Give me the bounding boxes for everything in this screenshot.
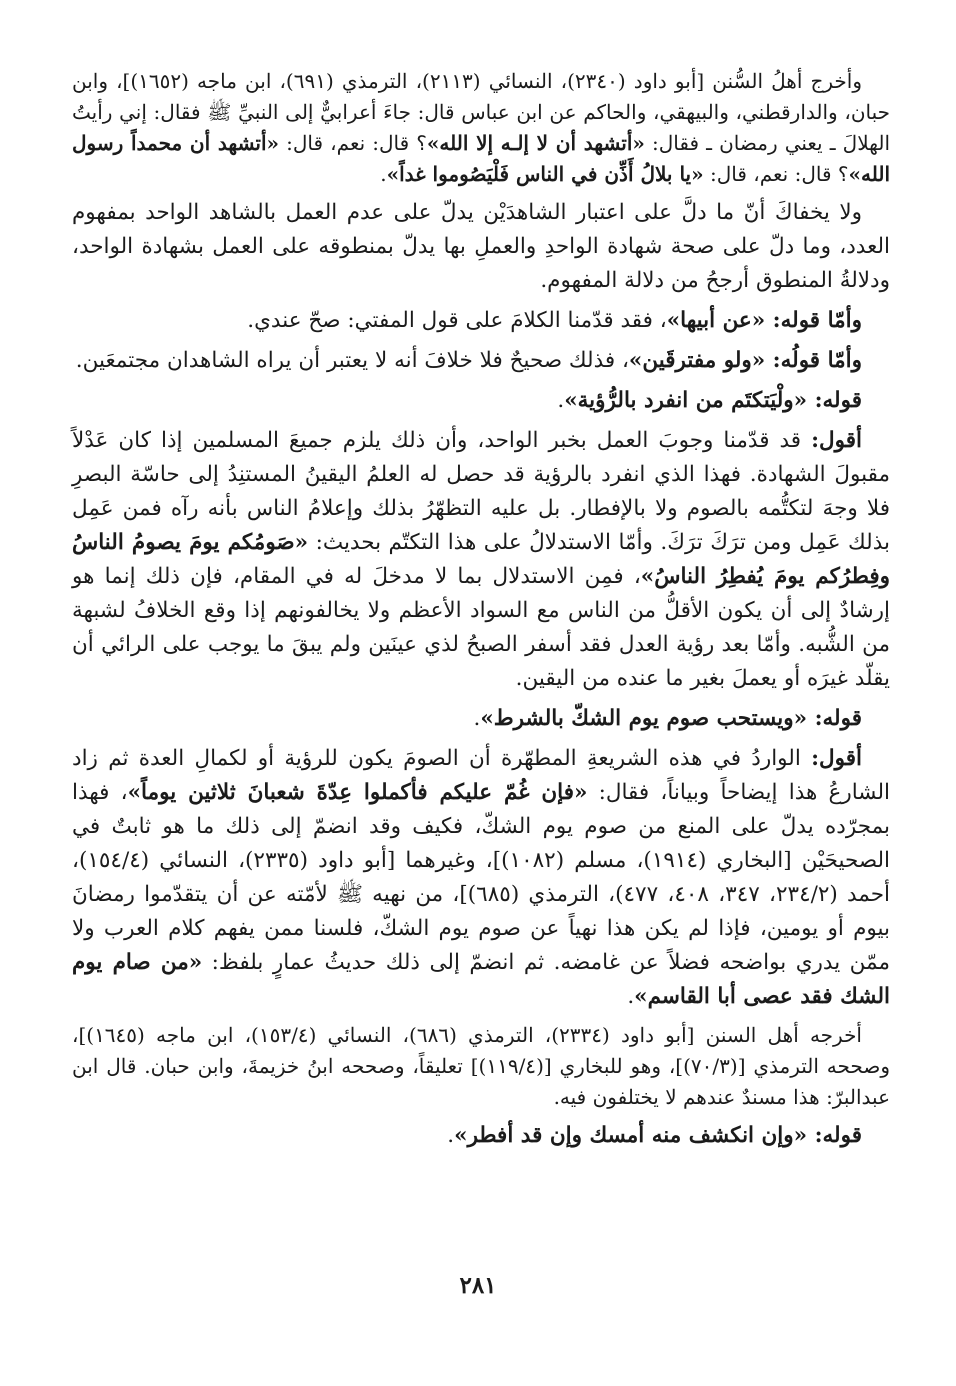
bold-quote: «من صام يوم الشك فقد عصى أبا القاسم» xyxy=(72,950,890,1009)
paragraph-two-witnesses xyxy=(72,196,890,298)
text-run: . xyxy=(557,388,565,413)
bold-heading: قوله: «وإن انكشف منه أمسك وإن قد أفطر» xyxy=(454,1123,862,1148)
paragraph-takhrij xyxy=(72,1020,890,1113)
text-run: ؟ قال: نعم، قال: xyxy=(279,131,427,155)
text-run: . xyxy=(627,984,635,1009)
paragraph-hadith-ibn-abbas xyxy=(72,66,890,190)
text-run: ؟ قال: نعم، قال: xyxy=(703,162,849,186)
text-run: أخرجه أهل السنن [أبو داود (٢٣٣٤)، الترمذي (٦٨٦)، النسائي (١٥٣/٤)، ابن ماجه (١٦٤٥)]، وصححه الترمذي [(٧٠/٣)]، وهو للبخاري [(١١٩/٤)] تعليقاً، وصححه ابنُ خزيمةَ، وابن حبان. قال ابن عبدالبرّ: هذا مسندٌ عندهم لا يختلفون فيه. xyxy=(72,1023,890,1109)
text-run: ، فمِن الاستدلال بما لا مدخلَ له في المقام، فإن ذلك إنما هو إرشادٌ إلى أن يكون الأقلُّ من الناس مع السواد الأعظم ولا يخالفونهم إذا وقع الخلافُ لشبهة من الشُّبه. وأمّا بعد رؤية العدل فقد أسفر الصبحُ لذي عينَين ولم يبقَ ما يوجب على الرائي أن يقلّد غيرَه أو يعملَ بغير ما عنده من اليقين. xyxy=(72,564,890,691)
paragraph-day-of-doubt-answer xyxy=(72,742,890,1014)
bold-quote: «صَومُكم يومَ يصومُ الناسُ وفِطرُكم يومَ يُفطِرُ الناسُ» xyxy=(72,530,890,589)
paragraph-an-abiha xyxy=(72,304,890,338)
heading-inkashaf xyxy=(72,1119,890,1153)
text-run: . xyxy=(447,1123,455,1148)
text-run: ، فهذا بمجرّده يدلّ على المنع من صوم يوم الشكّ، فكيف وقد انضمّ إلى ذلك ما هو ثابتٌ في الصحيحَيْن [البخاري (١٩١٤)، مسلم (١٠٨٢)]، وغيرهما [أبو داود (٢٣٣٥)، النسائي (١٥٤/٤)، أحمد (٢٣٤/٢، ٣٤٧، ٤٠٨، ٤٧٧)، الترمذي (٦٨٥)]، من نهيه ﷺ لأمّته عن أن يتقدّموا رمضانَ بيوم أو يومين، فإذا لم يكن هذا نهياً عن صوم يوم الشكّ، فلسنا ممن يفهم كلام العرب ولا ممّن يدري بواضحه فضلاً عن غامضه. ثم انضمّ إلى ذلك حديثُ عمارٍ بلفظ: xyxy=(72,780,890,975)
bold-label: أقول: xyxy=(811,746,862,771)
bold-quote: «فإن غُمّ عليكم فأكملوا عِدّةَ شعبانَ ثلاثين يوماً» xyxy=(127,780,588,805)
heading-concealment xyxy=(72,384,890,418)
paragraph-concealment-answer xyxy=(72,424,890,696)
text-run: . xyxy=(380,162,387,186)
text-run: وأخرج أهلُ السُّنن [أبو داود (٢٣٤٠)، النسائي (٢١١٣)، الترمذي (٦٩١)، ابن ماجه (١٦٥٢)]، وابن حبان، والدارقطني، والبيهقي، والحاكم عن ابن عباس قال: جاءَ أعرابيٌّ إلى النبيِّ ﷺ فقال: إني رأيتُ الهلالَ ـ يعني رمضان ـ فقال: xyxy=(72,69,891,155)
text-run: ، فقد قدّمنا الكلامَ على قول المفتي: صحّ عندي. xyxy=(247,308,667,333)
text-run: قد قدّمنا وجوبَ العمل بخبر الواحد، وأن ذلك يلزم جميعَ المسلمين إذا كان عَدْلاً مقبولَ الشهادة. فهذا الذي انفرد بالرؤية قد حصل له العلمُ اليقينُ المستنِدُ إلى حاسّة البصرِ فلا وجهَ لتكتُّمه بالصوم ولا بالإفطار. بل عليه التظهّرُ بذلك وإعلامُ الناس بأنه رآه فمن عَمِل بذلك عَمِل ومن ترَكَ ترَكَ. وأمّا الاستدلالُ على هذا التكتّم بحديث: xyxy=(72,428,890,555)
heading-day-of-doubt xyxy=(72,702,890,736)
bold-heading: قوله: «ولْيَتكتَم من انفرد بالرُّؤية» xyxy=(564,388,862,413)
text-run: الواردُ في هذه الشريعةِ المطهّرة أن الصومَ يكون للرؤية أو لكمالِ العدة ثم زاد الشارعُ هذا إيضاحاً وبياناً، فقال: xyxy=(72,746,890,805)
text-run: . xyxy=(473,706,481,731)
bold-heading: وأمّا قوله: «عن أبيها» xyxy=(666,308,862,333)
bold-quote: «يا بلالُ أَذِّن في الناس فَلْيَصُوموا غداً» xyxy=(386,162,704,186)
bold-quote: «أتشهد أن محمداً رسول الله» xyxy=(72,131,890,186)
text-run: ولا يخفاكَ أنّ ما دلَّ على اعتبار الشاهدَيْن يدلّ على عدم العمل بالشاهد الواحد بمفهوم العدد، وما دلّ على صحة شهادة الواحدِ والعملِ بها يدلّ بمنطوقه على العمل بشهادة الواحد، ودلالةُ المنطوق أرجحُ من دلالة المفهوم. xyxy=(72,200,890,293)
bold-quote: «أتشهد أن لا إلـه إلا الله» xyxy=(426,131,645,155)
text-run: ، فذلك صحيحٌ فلا خلافَ أنه لا يعتبر أن يراه الشاهدان مجتمعَين. xyxy=(75,348,629,373)
bold-heading: قوله: «ويستحب صوم يوم الشكّ بالشرط» xyxy=(480,706,862,731)
page-body xyxy=(72,66,890,1153)
bold-label: أقول: xyxy=(811,428,862,453)
paragraph-muftariqayn xyxy=(72,344,890,378)
bold-heading: وأمّا قولُه: «ولو مفترقَين» xyxy=(628,348,862,373)
page-number: ٢٨١ xyxy=(459,1272,497,1299)
